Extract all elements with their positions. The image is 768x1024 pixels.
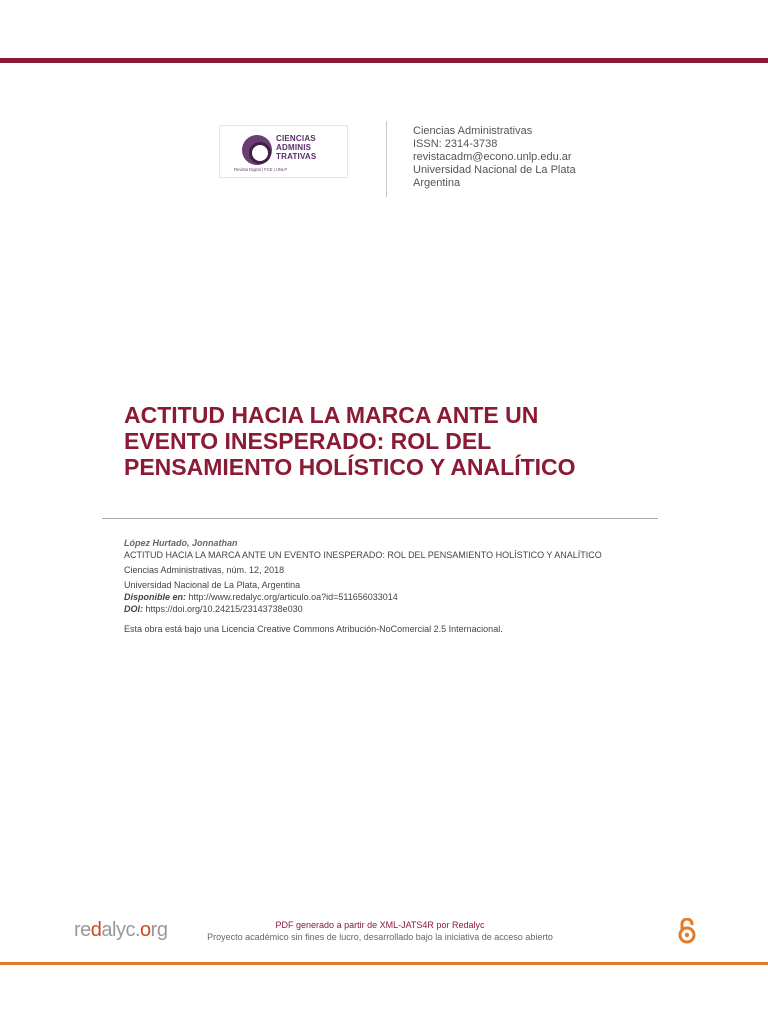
redalyc-logo[interactable] [74, 918, 167, 942]
article-title-small: ACTITUD HACIA LA MARCA ANTE UN EVENTO INESPERADO: ROL DEL PENSAMIENTO HOLÍSTICO Y ANALÍTICO [124, 550, 602, 560]
doi-link[interactable]: https://doi.org/10.24215/23143738e030 [145, 604, 303, 614]
journal-name: Ciencias Administrativas [413, 125, 533, 137]
journal-logo [219, 125, 348, 178]
redalyc-logo-part1: re [74, 919, 91, 941]
journal-logo-subtitle: Revista Digital | FCE | UNLP [234, 167, 288, 172]
pdf-generated-text: PDF generado a partir de XML-JATS4R por Redalyc [275, 920, 485, 930]
journal-country: Argentina [413, 177, 461, 189]
journal-logo-mark-icon [242, 135, 272, 165]
article-publisher: Universidad Nacional de La Plata, Argentina [124, 580, 301, 590]
redalyc-logo-part3: rg [150, 919, 168, 941]
availability-label: Disponible en: [124, 592, 187, 602]
redalyc-logo-part2: alyc. [101, 919, 141, 941]
open-access-lock-icon[interactable] [677, 918, 697, 944]
bottom-accent-bar [0, 962, 768, 965]
article-doi [124, 604, 634, 615]
journal-university: Universidad Nacional de La Plata [413, 164, 576, 176]
article-metadata [124, 538, 634, 635]
logo-line-2: ADMINIS [276, 143, 312, 152]
redalyc-logo-accent: d [90, 919, 102, 941]
logo-line-3: TRATIVAS [276, 152, 317, 161]
redalyc-logo-accent2: o [140, 919, 151, 941]
doi-label: DOI: [124, 604, 143, 614]
availability-link[interactable]: http://www.redalyc.org/articulo.oa?id=511656033014 [188, 592, 398, 602]
title-divider [102, 518, 658, 519]
journal-logo-text [276, 134, 346, 161]
article-author: López Hurtado, Jonnathan [124, 538, 238, 548]
footer-text [160, 919, 600, 943]
article-citation: Ciencias Administrativas, núm. 12, 2018 [124, 565, 285, 575]
logo-line-1: CIENCIAS [276, 134, 316, 143]
header-divider [386, 121, 387, 197]
article-title: ACTITUD HACIA LA MARCA ANTE UN EVENTO INESPERADO: ROL DEL PENSAMIENTO HOLÍSTICO Y ANALÍTICO [124, 402, 576, 480]
top-accent-bar [0, 58, 768, 63]
journal-issn: ISSN: 2314-3738 [413, 138, 498, 150]
journal-info [413, 125, 576, 190]
article-availability [124, 592, 634, 603]
license-text[interactable]: Esta obra está bajo una Licencia Creative Commons Atribución-NoComercial 2.5 Internacional. [124, 624, 503, 634]
journal-email[interactable]: revistacadm@econo.unlp.edu.ar [413, 151, 572, 163]
project-text: Proyecto académico sin fines de lucro, desarrollado bajo la iniciativa de acceso abierto [207, 932, 553, 942]
